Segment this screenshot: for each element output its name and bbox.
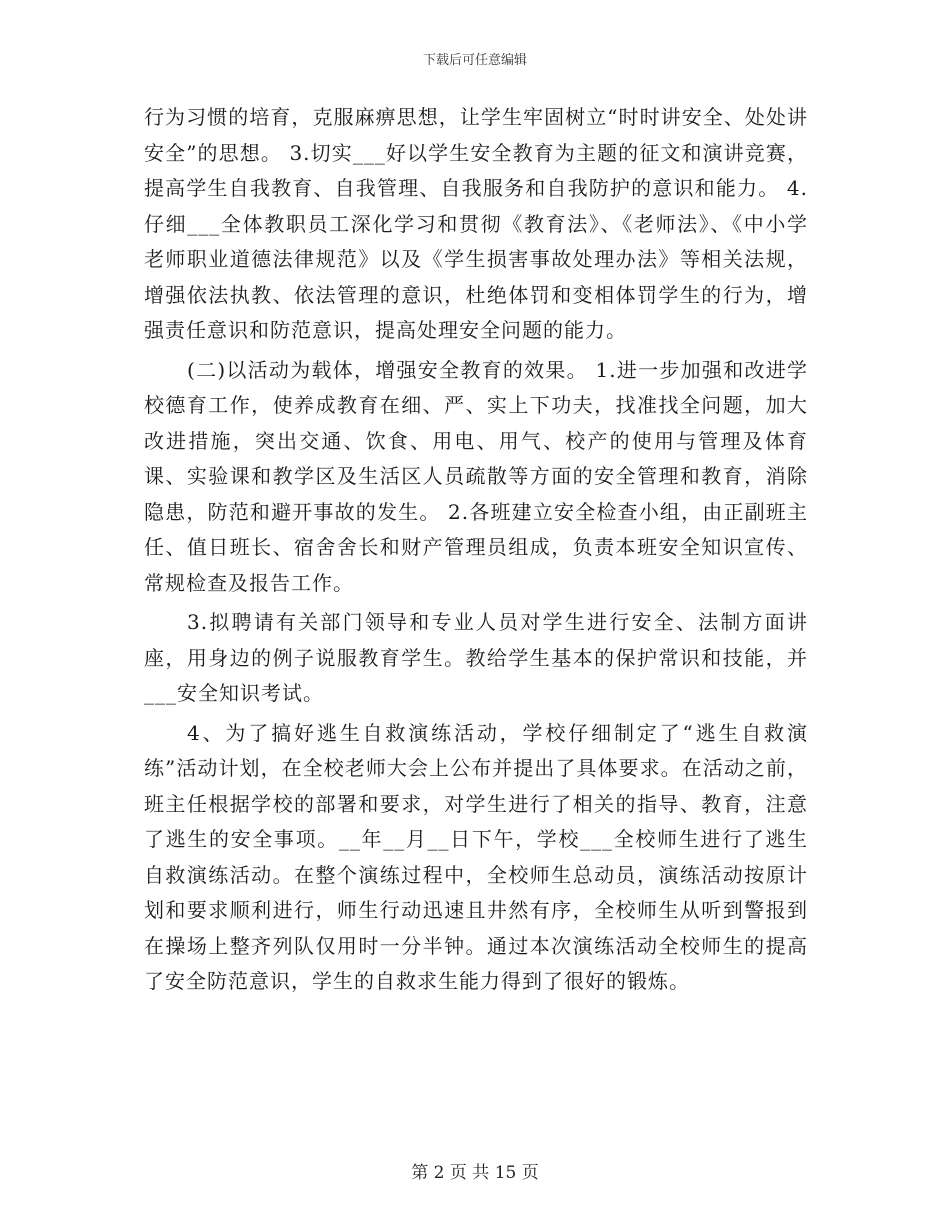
paragraph-section-two: (二)以活动为载体，增强安全教育的效果。 1.进一步加强和改进学校德育工作，使养成教育在细、严、实上下功夫，找准找全问题，加大改进措施，突出交通、饮食、用电、用气、校产的使用与管理及体育课、实验课和教学区及生活区人员疏散等方面的安全管理和教育，消除隐患，防范和避开事故的发生。 2.各班建立安全检查小组，由正副班主任、值日班长、宿舍舍长和财产管理员组成，负责本班安全知识宣传、常规检查及报告工作。 [144,357,808,595]
paragraph-item-four: 4、为了搞好逃生自救演练活动，学校仔细制定了“逃生自救演练”活动计划，在全校老师大会上公布并提出了具体要求。在活动之前，班主任根据学校的部署和要求，对学生进行了相关的指导、教育，注意了逃生的安全事项。__年__月__日下午，学校___全校师生进行了逃生自救演练活动。在整个演练过程中，全校师生总动员，演练活动按原计划和要求顺利进行，师生行动迅速且井然有序，全校师生从听到警报到在操场上整齐列队仅用时一分半钟。通过本次演练活动全校师生的提高了安全防范意识，学生的自救求生能力得到了很好的锻炼。 [144,720,808,993]
page-number: 第 2 页 共 15 页 [411,1163,539,1183]
paragraph-continuation: 行为习惯的培育，克服麻痹思想，让学生牢固树立“时时讲安全、处处讲安全”的思想。 3.切实___好以学生安全教育为主题的征文和演讲竞赛，提高学生自我教育、自我管理、自我服务和自我防护的意识和能力。 4.仔细___全体教职员工深化学习和贯彻《教育法》、《老师法》、《中小学老师职业道德法律规范》以及《学生损害事故处理办法》等相关法规，增强依法执教、依法管理的意识，杜绝体罚和变相体罚学生的行为，增强责任意识和防范意识，提高处理安全问题的能力。 [144,105,808,342]
page-header-note: 下载后可任意编辑 [422,53,527,68]
paragraph-item-three: 3.拟聘请有关部门领导和专业人员对学生进行安全、法制方面讲座，用身边的例子说服教育学生。教给学生基本的保护常识和技能，并___安全知识考试。 [144,610,808,705]
document-body [144,100,808,1000]
